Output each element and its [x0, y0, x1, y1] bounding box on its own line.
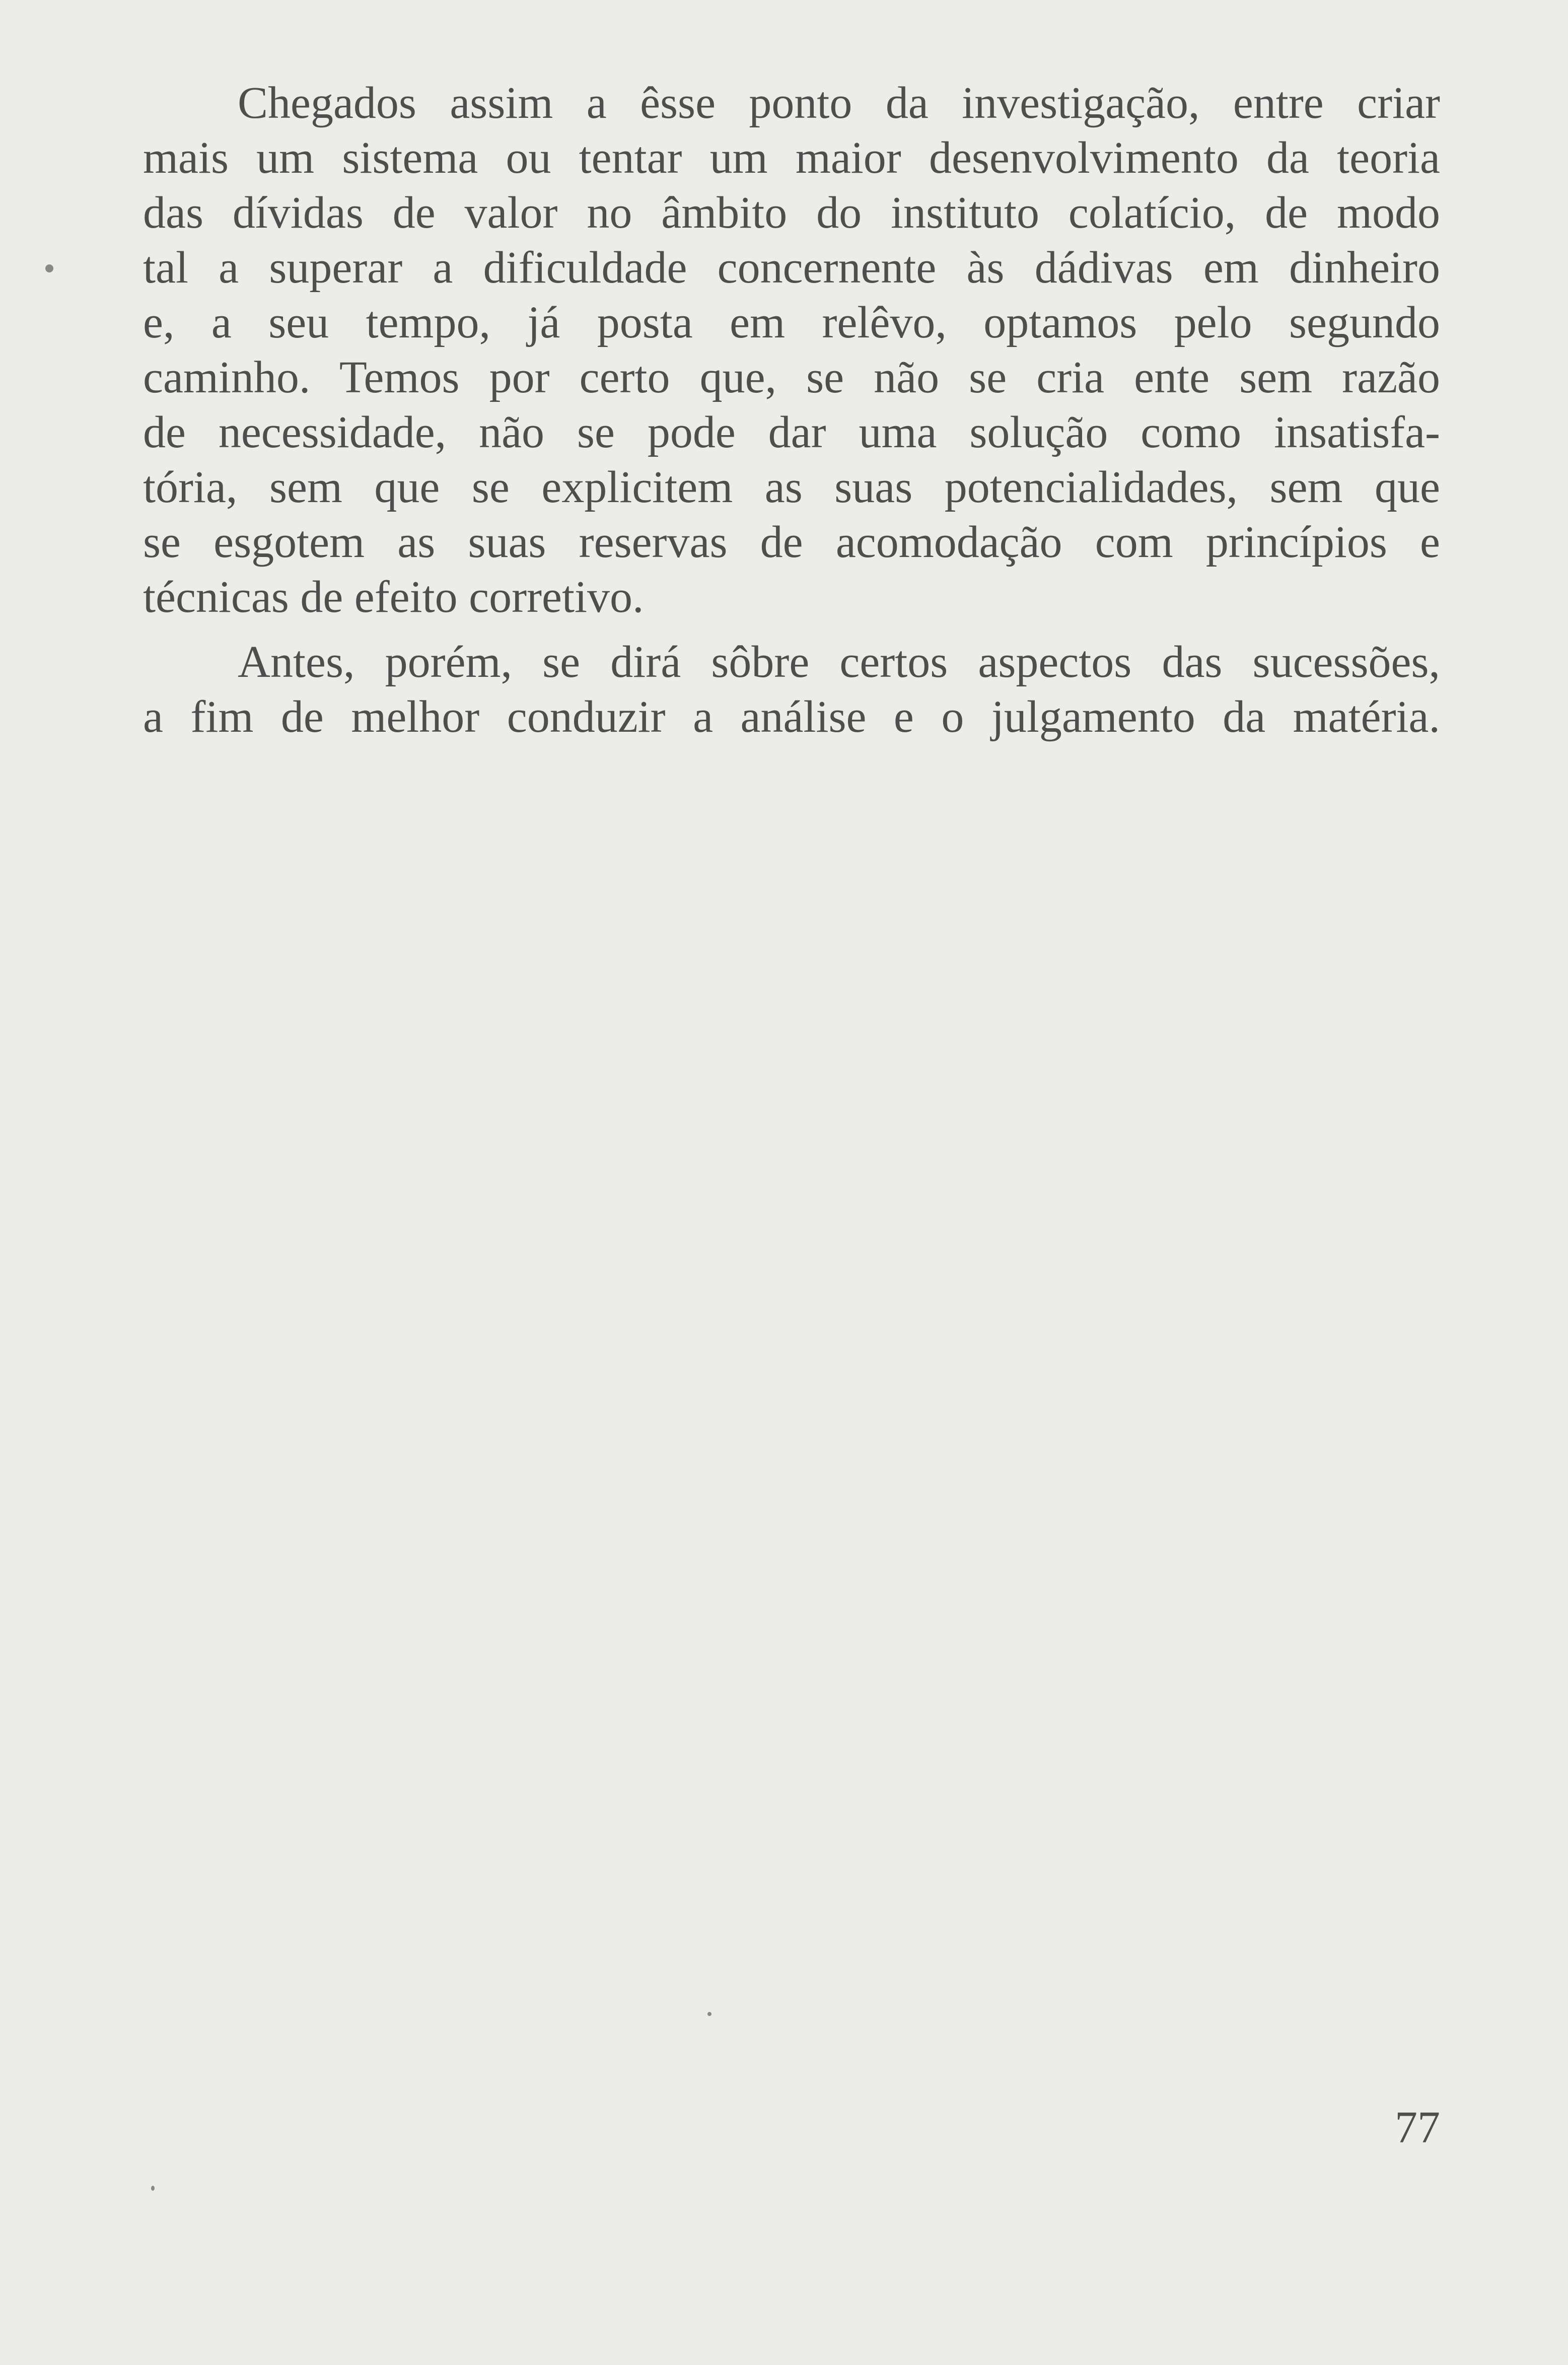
- text-line: técnicas de efeito corretivo.: [143, 572, 644, 622]
- text-line: a fim de melhor conduzir a análise e o julgamento da matéria.: [143, 692, 1440, 742]
- text-line: caminho. Temos por certo que, se não se cria ente sem razão: [143, 353, 1440, 402]
- text-line: se esgotem as suas reservas de acomodação com princípios e: [143, 517, 1440, 567]
- text-line: das dívidas de valor no âmbito do instituto colatício, de modo: [143, 188, 1440, 238]
- text-line: Chegados assim a êsse ponto da investigação, entre criar: [238, 78, 1440, 128]
- text-line: tal a superar a dificuldade concernente às dádivas em dinheiro: [143, 243, 1440, 293]
- paragraph-2: [143, 635, 1440, 744]
- text-line: mais um sistema ou tentar um maior desenvolvimento da teoria: [143, 133, 1440, 183]
- text-line: tória, sem que se explicitem as suas potencialidades, sem que: [143, 462, 1440, 512]
- scan-speck: [45, 264, 53, 272]
- text-line: Antes, porém, se dirá sôbre certos aspectos das sucessões,: [238, 637, 1440, 687]
- paragraph-1: [143, 76, 1440, 624]
- text-line: e, a seu tempo, já posta em relêvo, optamos pelo segundo: [143, 298, 1440, 347]
- page-number: 77: [1395, 2103, 1440, 2152]
- scan-speck: [151, 2186, 155, 2191]
- text-line: de necessidade, não se pode dar uma solução como insatisfa-: [143, 407, 1440, 457]
- scan-speck: [707, 2012, 711, 2016]
